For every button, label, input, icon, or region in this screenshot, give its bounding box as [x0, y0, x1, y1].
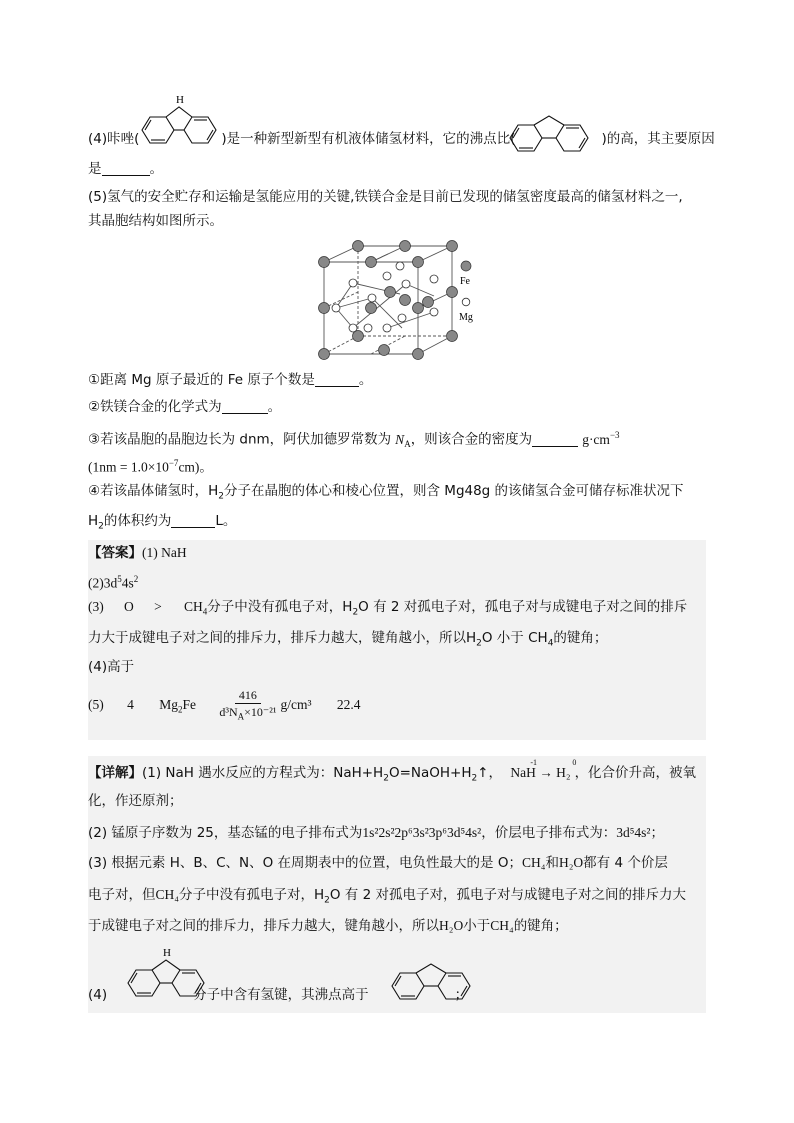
- answer-a2: $(2)3d^54s^2$: [88, 574, 139, 591]
- carbazole-h-label: H: [163, 947, 171, 959]
- carbazole-structure: [138, 93, 220, 153]
- fe-legend-label: Fe: [460, 276, 470, 287]
- detail-d1-line2: 化，作还原剂；: [88, 793, 183, 809]
- answer-a4: (4)高于: [88, 659, 135, 675]
- sub-q1: ①距离 Mg 原子最近的 Fe 原子个数是 。: [88, 372, 373, 388]
- carbazole-h-label: H: [176, 94, 184, 106]
- answer-blank[interactable]: [532, 432, 578, 447]
- answer-a1: 【答案】(1) NaH: [88, 545, 187, 561]
- mg-legend-label: Mg: [459, 312, 473, 323]
- fluorene-structure-detail: [388, 960, 474, 1006]
- answer-a3-line2: 力大于成键电子对之间的排斥力，排斥力越大，键角越小，所以$H_2O$ 小于 $CH_4$的键角；: [88, 630, 608, 649]
- carbazole-structure-detail: [124, 944, 210, 1006]
- detail-d1-line1: 【详解】(1) NaH 遇水反应的方程式为：$NaH+H_2O=NaOH+H_2↑$， -1 0 NaH → H₂ ，化合价升高，被氧: [88, 758, 697, 784]
- answer-blank[interactable]: [171, 513, 215, 528]
- sub-q3-note: $(1nm = 1.0\times 10^{-7}cm)$。: [88, 458, 213, 475]
- q5-line1: (5)氢气的安全贮存和运输是氢能应用的关键,铁镁合金是目前已发现的储氢密度最高的储氢材料之一,: [88, 189, 683, 205]
- detail-d3-line1: (3) 根据元素 H、B、C、N、O 在周期表中的位置，电负性最大的是 O；CH₄和H₂O都有 4 个价层: [88, 855, 668, 871]
- answer-blank[interactable]: [102, 161, 150, 176]
- sub-q3: ③若该晶胞的晶胞边长为 dnm，阿伏加德罗常数为 $N_A$，则该合金的密度为 $g\cdot cm^{-3}$: [88, 430, 620, 450]
- detail-d2: (2) 锰原子序数为 25，基态锰的电子排布式为1s²2s²2p⁶3s²3p⁶3d⁵4s²，价层电子排布式为：3d⁵4s²；: [88, 825, 664, 841]
- answer-blank[interactable]: [222, 399, 268, 414]
- detail-d3-line2: 电子对，但CH₄分子中没有孤电子对，$H_2O$ 有 2 对孤电子对，孤电子对与成键电子对之间的排斥力大: [88, 887, 686, 906]
- sub-q4-line2: $H_2$的体积约为 L。: [88, 513, 237, 532]
- detail-d3-line3: 于成键电子对之间的排斥力，排斥力越大，键角越小，所以H₂O小于CH₄的键角；: [88, 918, 568, 934]
- fe-legend-dot: [461, 261, 471, 271]
- answer-a5: (5) 4 $Mg_2Fe$ $\frac{416}{d^3N_A\times 10^{-21}}$ g/cm³ 22.4: [88, 684, 361, 731]
- sub-q2: ②铁镁合金的化学式为 。: [88, 399, 282, 415]
- sub-q4-line1: ④若该晶体储氢时，$H_2$分子在晶胞的体心和棱心位置，则含 Mg48g 的该储氢合金可储存标准状况下: [88, 483, 684, 502]
- mg-legend-dot: [462, 298, 470, 306]
- q4-line1: (4)咔唑( )是一种新型新型有机液体储氢材料，它的沸点比( )的高，其主要原因: [88, 131, 715, 147]
- answer-blank[interactable]: [315, 372, 359, 387]
- crystal-cell-diagram: [310, 236, 490, 366]
- fluorene-structure: [506, 112, 592, 158]
- q4-line2: 是 。: [88, 161, 163, 177]
- detail-d4: (4) 分子中含有氢键，其沸点高于 ；: [88, 987, 469, 1003]
- density-fraction: $\frac{416}{d^3N_A\times 10^{-21}}$: [219, 688, 277, 722]
- q5-line2: 其晶胞结构如图所示。: [88, 213, 223, 229]
- answer-a3-line1: (3) $O > CH_4$分子中没有孤电子对，$H_2O$ 有 2 对孤电子对，孤电子对与成键电子对之间的排斥: [88, 599, 688, 618]
